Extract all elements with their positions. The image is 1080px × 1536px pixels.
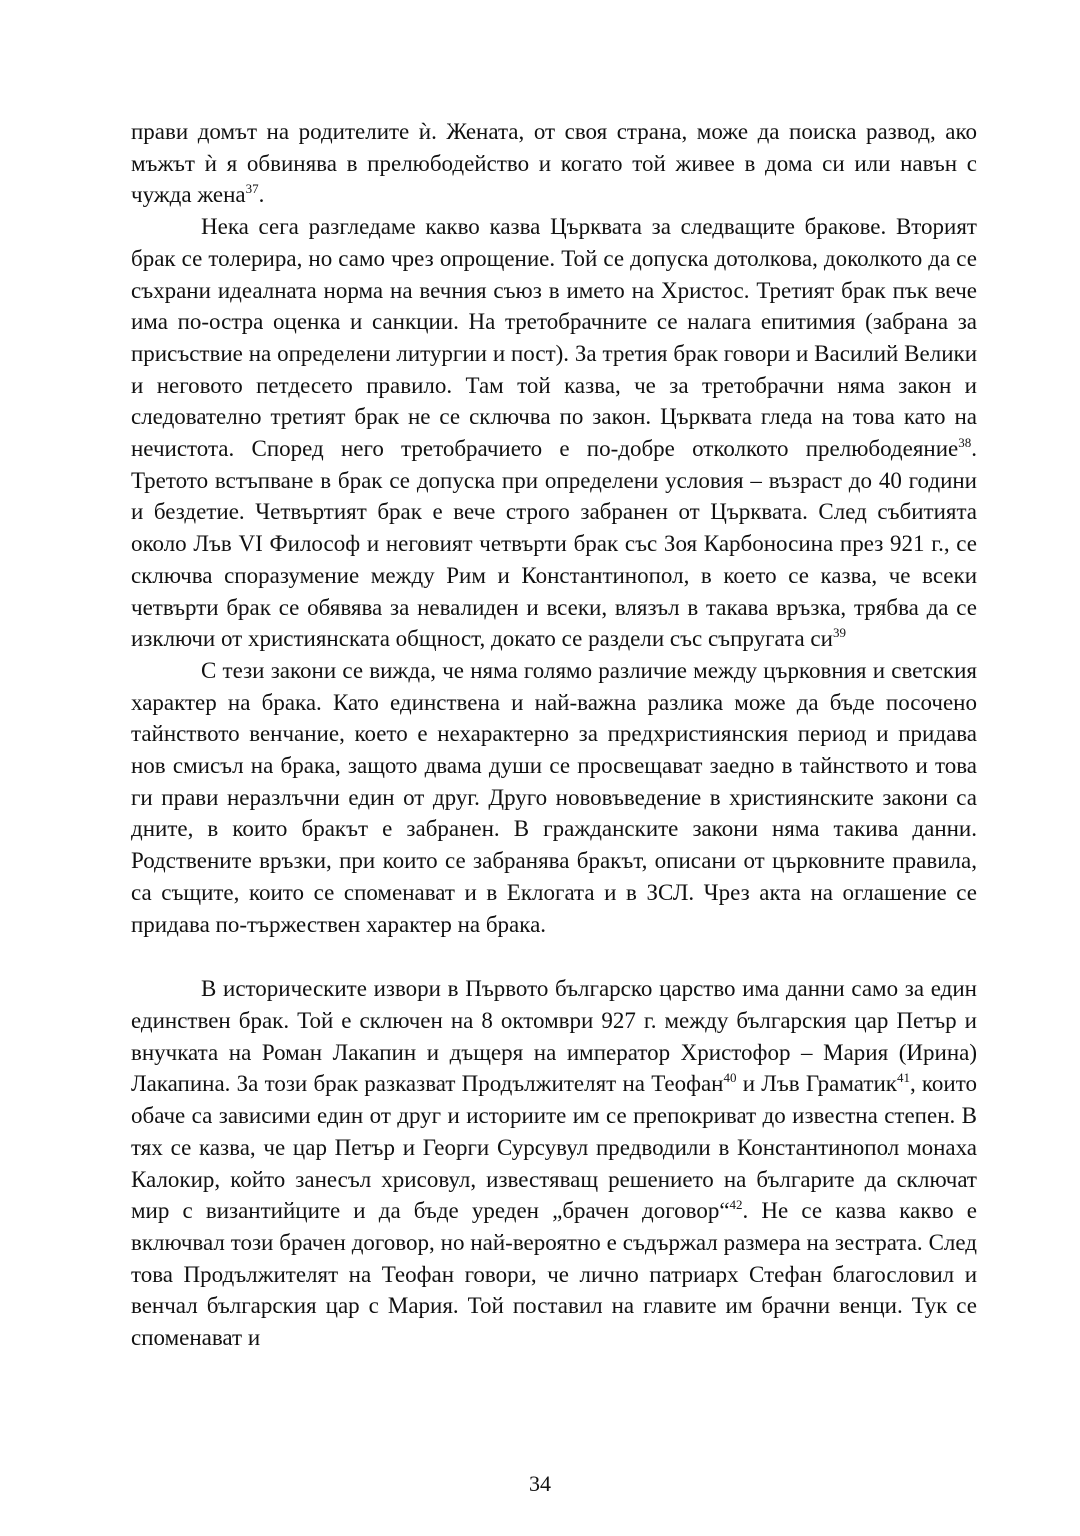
paragraph — [131, 655, 977, 940]
paragraph — [131, 211, 977, 655]
footnote-marker: 38 — [958, 435, 972, 451]
paragraph-text: . Не се казва какво е включвал този брачен договор, но най-вероятно е съдържал размера на зестрата. След това Продължителят на Теофан говори, че лично патриарх Стефан благословил и венчал българския цар с Мария. Той поставил на главите им брачни венци. Тук се споменават и — [131, 1198, 977, 1351]
body-text — [131, 116, 977, 1354]
paragraph-text: прави домът на родителите ѝ. Жената, от своя страна, може да поиска развод, ако мъжът ѝ я обвинява в прелюбодейство и когато той живее в дома си или навън с чужда жена — [131, 119, 977, 208]
paragraph — [131, 116, 977, 211]
page-number: 34 — [529, 1471, 551, 1496]
paragraph-text: . Третото встъпване в брак се допуска при определени условия – възраст до 40 години и бездетие. Четвъртият брак е вече строго забранен от Църквата. След събитията около Лъв VI Философ и неговият четвърти брак със Зоя Карбоносина през 921 г., се сключва споразумение между Рим и Константинопол, в което се казва, че всеки четвърти брак се обявява за невалиден и всеки, влязъл в такава връзка, трябва да се изключи от християнската общност, докато се раздели със съпругата си — [131, 436, 977, 652]
footnote-marker: 41 — [896, 1070, 910, 1086]
footnote-marker: 40 — [723, 1070, 737, 1086]
paragraph-text: Нека сега разгледаме какво казва Църквата за следващите бракове. Вторият брак се толерира, но само чрез опрощение. Той се допуска дотолкова, доколкото да се съхрани идеалната норма на вечния съюз в името на Христос. Третият брак пък вече има по-остра оценка и санкции. На третобрачните се налага епитимия (забрана за присъствие на определени литургии и пост). За третия брак говори и Василий Велики и неговото петдесето правило. Там той казва, че за третобрачни няма закон и следователно третият брак не се сключва по закон. Църквата гледа на това като на нечистота. Според него третобрачието е по-добре отколкото прелюбодеяние — [131, 214, 977, 462]
paragraph-text: . — [258, 182, 265, 208]
footnote-marker: 39 — [832, 625, 846, 641]
paragraph-text: , които обаче са зависими един от друг и историите им се препокриват до известна степен. В тях се казва, че цар Петър и Георги Сурсувул предводили в Константинопол монаха Калокир, който занесъл хрисовул, известяващ решението на българите да сключат мир с византийците и да бъде уреден „брачен договор“ — [131, 1071, 977, 1224]
paragraph — [131, 973, 977, 1353]
paragraph-text: С тези закони се вижда, че няма голямо различие между църковния и светския характер на брака. Като единствена и най-важна разлика може да бъде посочено тайнството венчание, което е нехарактерно за предхристиянския период и придава нов смисъл на брака, защото двама души се просвещават заедно в тайнството и това ги прави неразлъчни един от друг. Друго нововъведение в християнските закони са дните, в които бракът е забранен. В гражданските закони няма такива данни. Родствените връзки, при които се забранява бракът, описани от църковните правила, са същите, които се споменават и в Еклогата и в ЗСЛ. Чрез акта на оглашение се придава по-тържествен характер на брака. — [131, 657, 977, 937]
paragraph-text: и Лъв Граматик — [736, 1071, 897, 1097]
footnote-marker: 42 — [729, 1197, 743, 1213]
footnote-marker: 37 — [245, 181, 259, 197]
paragraph-text: В историческите извори в Първото българско царство има данни само за един единствен брак. Той е сключен на 8 октомври 927 г. между българския цар Петър и внучката на Роман Лакапин и дъщеря на император Христофор – Мария (Ирина) Лакапина. За този брак разказват Продължителят на Теофан — [131, 976, 977, 1097]
